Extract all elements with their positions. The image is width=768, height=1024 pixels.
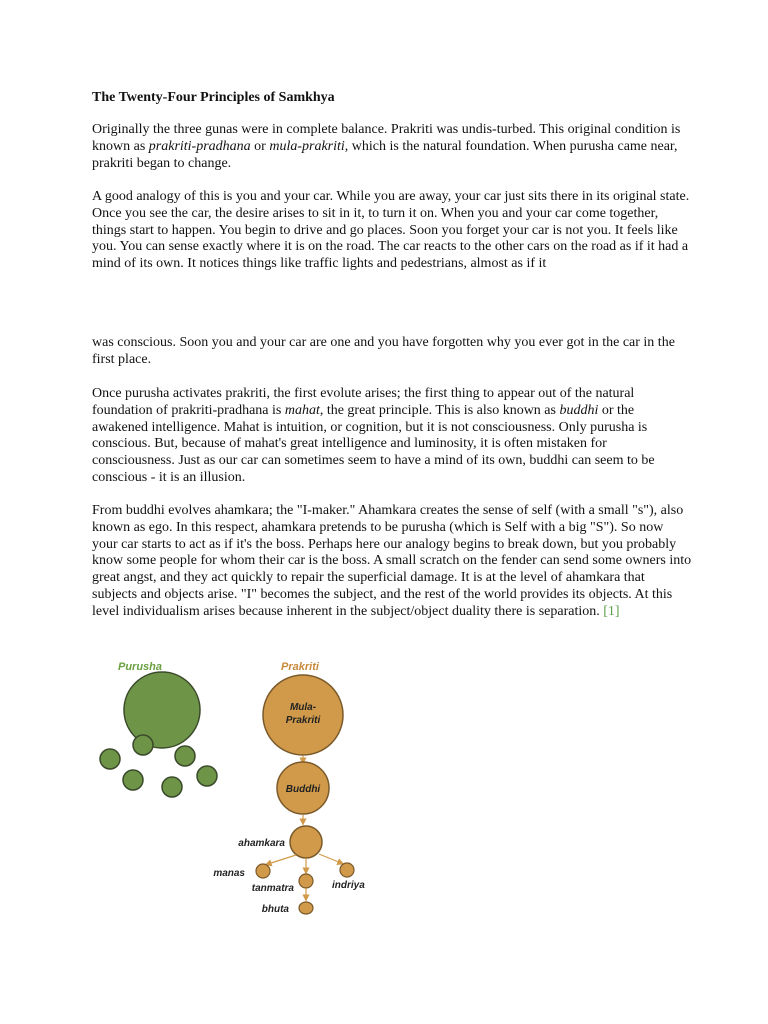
- mula-label-line2: Prakriti: [285, 715, 321, 726]
- prakriti-label: Prakriti: [281, 661, 319, 673]
- para5-text: From buddhi evolves ahamkara; the "I-maker." Ahamkara creates the sense of self (with a small "s"), also known as ego. In this respect, ahamkara pretends to be purusha (which is Self with a big "S"). So now your car starts to act as if it's the boss. Perhaps here our analogy begins to break down, but you probably know some people for whom their car is the boss. A small scratch on the fender can send some owners into great angst, and they act quickly to repair the superficial damage. It is at the level of ahamkara that subjects and objects arise. "I" becomes the subject, and the rest of the world provides its objects. At this level individualism arises because inherent in the subject/object duality there is separation.: [92, 503, 692, 619]
- document-title: The Twenty-Four Principles of Samkhya: [92, 90, 335, 105]
- paragraph-2: [92, 189, 692, 273]
- bhuta-circle: [299, 902, 313, 914]
- purusha-label: Purusha: [117, 661, 163, 673]
- indriya-circle: [340, 863, 354, 877]
- paragraph-1: [92, 122, 692, 172]
- para1-text-c: , which is the natural foundation. When purusha came near, prakriti began to change.: [92, 138, 678, 171]
- arrow-to-indriya: [319, 854, 341, 863]
- arrow-to-manas: [268, 855, 296, 864]
- ahamkara-circle: [290, 826, 322, 858]
- para3-text: was conscious. Soon you and your car are one and you have forgotten why you ever got in the car in the first place.: [92, 335, 675, 367]
- para2-text: A good analogy of this is you and your car. While you are away, your car just sits there in its original state. Once you see the car, the desire arises to sit in it, to turn it on. When you and your car come together, things start to happen. You begin to drive and go places. Soon you forget your car is not you. It feels like you. You can sense exactly where it is on the road. The car reacts to the other cars on the road as if it had a mind of its own. It notices things like traffic lights and pedestrians, almost as if it: [92, 189, 690, 272]
- term-mahat: mahat: [284, 402, 320, 418]
- bhuta-label: bhuta: [261, 904, 289, 915]
- purusha-small-circle: [133, 735, 153, 755]
- para1-text-a: Originally the three gunas were in complete balance. Prakriti was undis-turbed. This original condition is known as: [92, 122, 681, 154]
- samkhya-diagram: [90, 655, 390, 920]
- tanmatra-circle: [299, 874, 313, 888]
- paragraph-3: [92, 335, 692, 369]
- paragraph-5: [92, 503, 692, 621]
- purusha-small-circle: [123, 770, 143, 790]
- ahamkara-label: ahamkara: [238, 838, 285, 849]
- purusha-small-circle: [162, 777, 182, 797]
- para4-text-b: , the great principle. This is also known as: [319, 402, 560, 418]
- purusha-small-circle: [175, 746, 195, 766]
- para4-text-a: Once purusha activates prakriti, the first evolute arises; the first thing to appear out of the natural foundation of prakriti-pradhana is: [92, 386, 635, 418]
- paragraph-4: [92, 386, 692, 487]
- manas-circle: [256, 864, 270, 878]
- tanmatra-label: tanmatra: [251, 883, 294, 894]
- purusha-small-circle: [100, 749, 120, 769]
- citation-link[interactable]: [1]: [603, 603, 620, 619]
- term-buddhi: buddhi: [559, 402, 599, 418]
- manas-label: manas: [213, 868, 245, 879]
- para4-text-c: or the awakened intelligence. Mahat is intuition, or cognition, but it is not consciousness. Only purusha is conscious. But, because of mahat's great intelligence and luminosity, it is often mistaken for consciousness. Just as our car can sometimes seem to have a mind of its own, buddhi can seem to be conscious - it is an illusion.: [92, 402, 655, 485]
- purusha-large-circle: [124, 672, 200, 748]
- buddhi-label: Buddhi: [285, 784, 321, 795]
- term-mula-prakriti: mula-prakriti: [269, 138, 345, 154]
- purusha-small-circle: [197, 766, 217, 786]
- term-prakriti-pradhana: prakriti-pradhana: [148, 138, 251, 154]
- indriya-label: indriya: [332, 880, 365, 891]
- para1-text-b: or: [250, 138, 270, 154]
- mula-label-line1: Mula-: [289, 702, 317, 713]
